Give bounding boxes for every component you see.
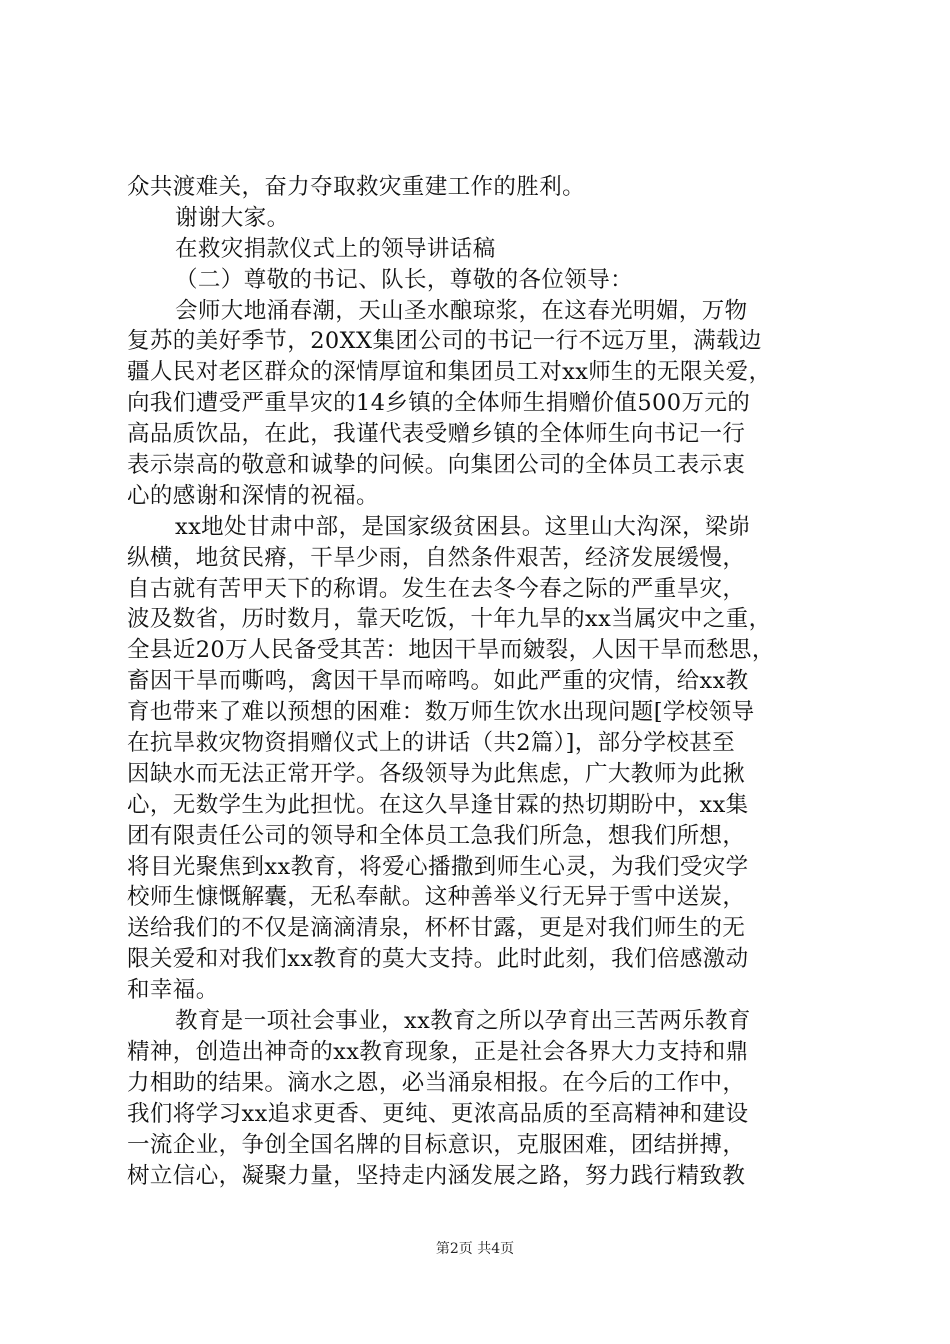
text-line: 高品质饮品，在此，我谨代表受赠乡镇的全体师生向书记一行 — [127, 421, 746, 448]
text-line: 树立信心，凝聚力量，坚持走内涵发展之路，努力践行精致教 — [127, 1162, 746, 1189]
text-line: 会师大地涌春潮，天山圣水酿琼浆，在这春光明媚，万物 — [175, 297, 748, 324]
text-line: 心，无数学生为此担忧。在这久旱逢甘霖的热切期盼中，xx集 — [127, 791, 749, 818]
text-line: 送给我们的不仅是滴滴清泉，杯杯甘露，更是对我们师生的无 — [127, 915, 746, 942]
text-line: 自古就有苦甲天下的称谓。发生在去冬今春之际的严重旱灾， — [127, 575, 746, 602]
text-line: 波及数省，历时数月，靠天吃饭，十年九旱的xx当属灾中之重， — [127, 606, 772, 633]
text-line: 表示崇高的敬意和诚挚的问候。向集团公司的全体员工表示衷 — [127, 452, 746, 479]
text-line: 将目光聚焦到xx教育，将爱心播撒到师生心灵，为我们受灾学 — [127, 853, 749, 880]
text-line: 复苏的美好季节，20XX集团公司的书记一行不远万里，满载边 — [127, 328, 762, 355]
text-line: 在抗旱救灾物资捐赠仪式上的讲话（共2篇）]，部分学校甚至 — [127, 730, 736, 757]
text-line: 心的感谢和深情的祝福。 — [127, 482, 379, 509]
text-line: 校师生慷慨解囊，无私奉献。这种善举义行无异于雪中送炭， — [127, 884, 746, 911]
text-line: 力相助的结果。滴水之恩，必当涌泉相报。在今后的工作中， — [127, 1069, 746, 1096]
text-line: 疆人民对老区群众的深情厚谊和集团员工对xx师生的无限关爱， — [127, 359, 772, 386]
text-line: 精神，创造出神奇的xx教育现象，正是社会各界大力支持和鼎 — [127, 1038, 749, 1065]
text-line: 和幸福。 — [127, 977, 219, 1004]
text-line: 因缺水而无法正常开学。各级领导为此焦虑，广大教师为此揪 — [127, 760, 746, 787]
text-line: 纵横，地贫民瘠，干旱少雨，自然条件艰苦，经济发展缓慢， — [127, 544, 746, 571]
text-line: 谢谢大家。 — [175, 204, 290, 231]
text-line: 在救灾捐款仪式上的领导讲话稿 — [175, 235, 496, 262]
text-line: 团有限责任公司的领导和全体员工急我们所急，想我们所想， — [127, 822, 746, 849]
text-line: 教育是一项社会事业，xx教育之所以孕育出三苦两乐教育 — [175, 1008, 751, 1035]
document-body — [127, 172, 827, 1191]
text-line: （二）尊敬的书记、队长，尊敬的各位领导： — [175, 266, 634, 293]
text-line: 畜因干旱而嘶鸣，禽因干旱而啼鸣。如此严重的灾情，给xx教 — [127, 668, 749, 695]
text-line: 一流企业，争创全国名牌的目标意识，克服困难，团结拼搏， — [127, 1131, 746, 1158]
text-line: 限关爱和对我们xx教育的莫大支持。此时此刻，我们倍感激动 — [127, 946, 749, 973]
text-line: 向我们遭受严重旱灾的14乡镇的全体师生捐赠价值500万元的 — [127, 390, 751, 417]
text-line: 育也带来了难以预想的困难：数万师生饮水出现问题[学校领导 — [127, 699, 755, 726]
page-footer: 第2页 共4页 — [435, 1241, 515, 1257]
text-line: 全县近20万人民备受其苦：地因干旱而皴裂，人因干旱而愁思， — [127, 637, 775, 664]
text-line: 众共渡难关，奋力夺取救灾重建工作的胜利。 — [127, 174, 586, 200]
text-line: xx地处甘肃中部，是国家级贫困县。这里山大沟深，梁峁 — [175, 513, 751, 540]
text-line: 我们将学习xx追求更香、更纯、更浓高品质的至高精神和建设 — [127, 1100, 749, 1127]
